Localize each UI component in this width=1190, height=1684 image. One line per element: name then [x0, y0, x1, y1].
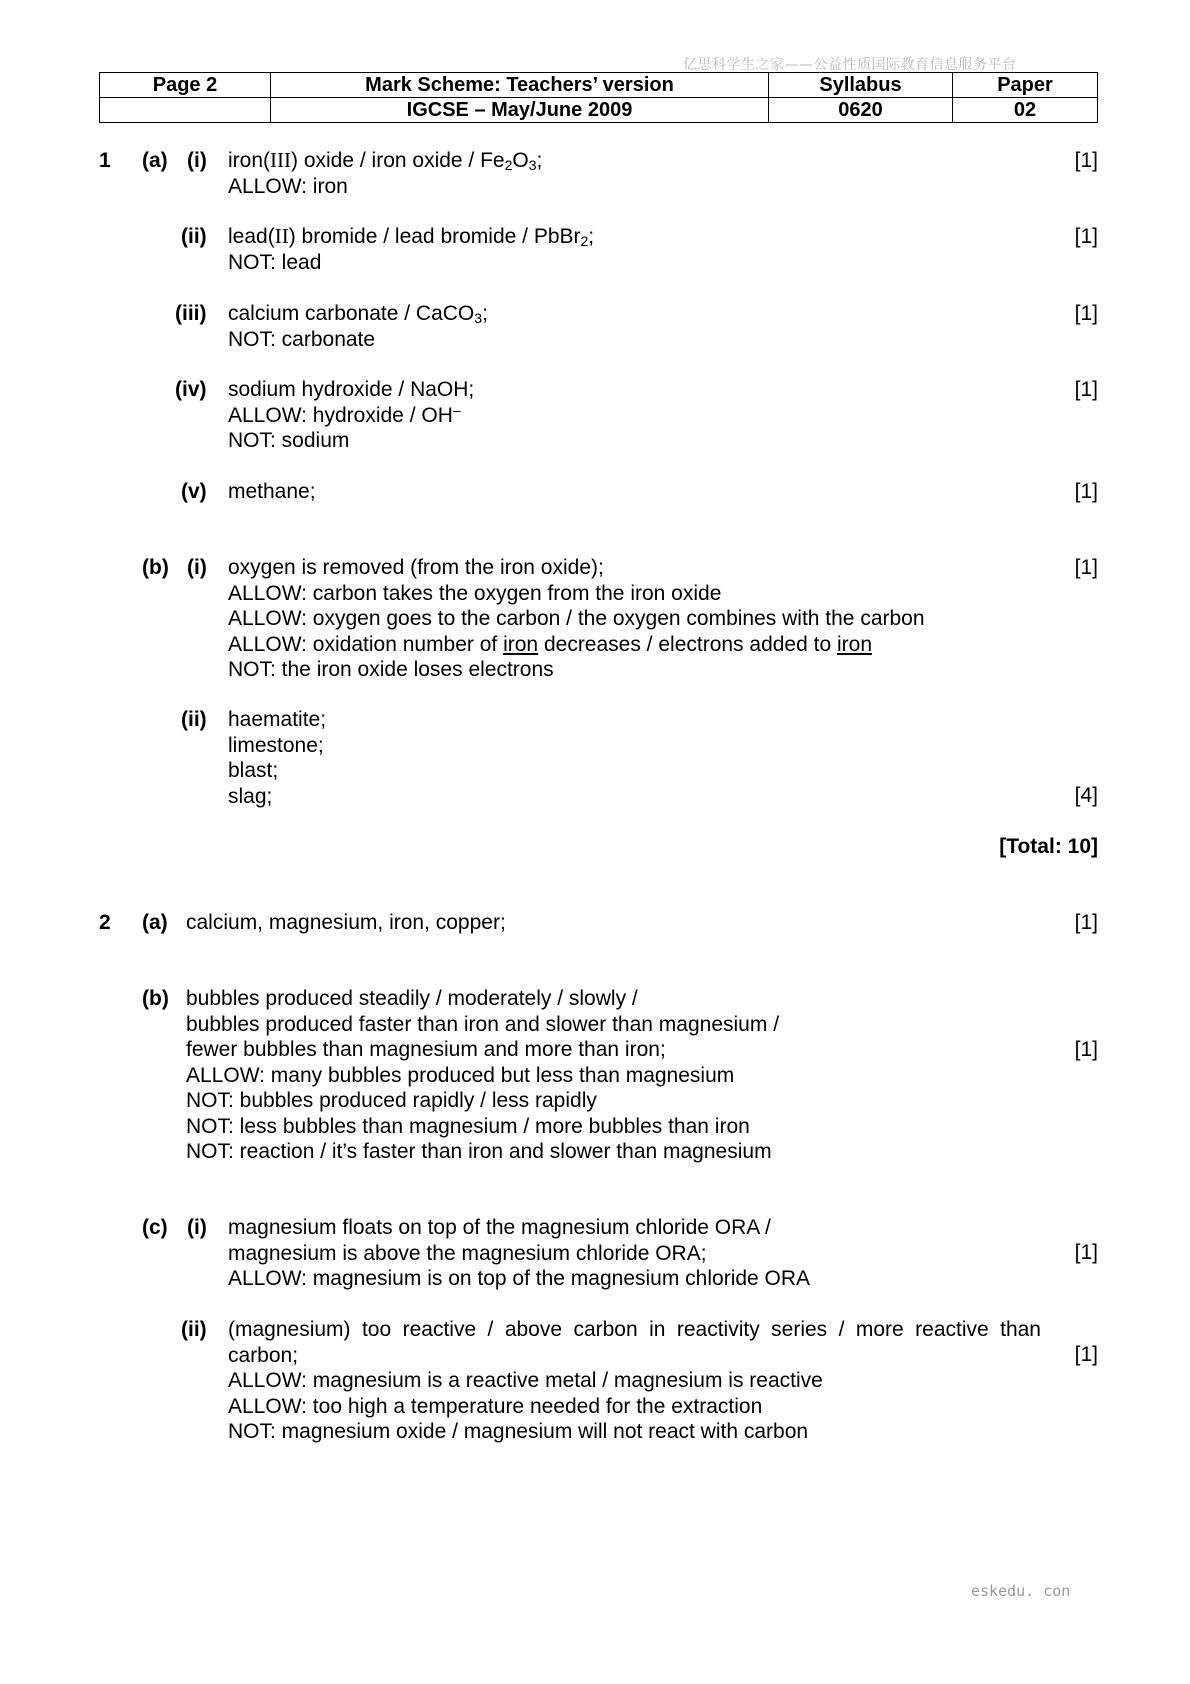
q2c-ii-answer: (magnesium) too reactive / above carbon in reactivity series / more reactive than carbon; ALLOW: magnesium is a reactive metal / magnesium is reactive ALLOW: too high a temperature needed for the extraction NOT: magnesium oxide / magnesium will not react with carbon: [228, 1318, 1041, 1443]
q2-part-a-label: (a): [142, 911, 168, 934]
q1a-ii-mark: [1]: [1074, 225, 1098, 248]
q2a-answer: calcium, magnesium, iron, copper;: [186, 911, 506, 934]
q2c-i-mark: [1]: [1074, 1241, 1098, 1264]
q2c-i-label: (i): [187, 1216, 207, 1239]
q2a-mark: [1]: [1074, 911, 1098, 934]
question-1-number: 1: [99, 149, 111, 172]
q1b-ii-mark: [4]: [1074, 784, 1098, 807]
q1a-i-answer: iron(III) oxide / iron oxide / $Fe_2O_3$; ALLOW: iron: [228, 148, 543, 198]
q1a-ii-answer: lead(II) bromide / lead bromide / PbBr$_2$; NOT: lead: [228, 224, 595, 274]
q1a-i-label: (i): [187, 149, 207, 172]
header-syllabus: 0620: [769, 98, 953, 123]
q1a-i-mark: [1]: [1074, 149, 1098, 172]
q1a-v-answer: methane;: [228, 480, 316, 503]
footer-site: eskedu. con: [971, 1582, 1071, 1600]
q1-part-b-label: (b): [142, 556, 169, 579]
q1-part-a-label: (a): [142, 149, 168, 172]
watermark: 亿思科学生之家——公益性质国际教育信息服务平台: [683, 57, 1017, 73]
q2c-i-answer: magnesium floats on top of the magnesium chloride ORA / magnesium is above the magnesium chloride ORA; ALLOW: magnesium is on top of the magnesium chloride ORA: [228, 1216, 811, 1290]
q2-part-b-label: (b): [142, 987, 169, 1010]
header-title: Mark Scheme: Teachers’ version: [271, 73, 769, 98]
q1b-i-label: (i): [187, 556, 207, 579]
header-paper: 02: [953, 98, 1098, 123]
q2-part-c-label: (c): [142, 1216, 168, 1239]
q1a-iv-mark: [1]: [1074, 378, 1098, 401]
q1b-i-mark: [1]: [1074, 556, 1098, 579]
q1a-iii-mark: [1]: [1074, 302, 1098, 325]
q1a-iii-answer: calcium carbonate / CaCO$_3$; NOT: carbonate: [228, 302, 488, 351]
question-2-number: 2: [99, 911, 111, 934]
header-syllabus-label: Syllabus: [769, 73, 953, 98]
header-paper-label: Paper: [953, 73, 1098, 98]
q2b-answer: bubbles produced steadily / moderately / slowly / bubbles produced faster than iron and slower than magnesium / fewer bubbles than magnesium and more than iron; ALLOW: many bubbles produced but less than magnesium NOT: bubbles produced rapidly / less rapidly NOT: less bubbles than magnesium / more bubbles than iron NOT: reaction / it’s faster than iron and slower than magnesium: [186, 987, 780, 1163]
q2c-ii-justified-line: (magnesium) too reactive / above carbon in reactivity series / more reactive than: [228, 1318, 1041, 1341]
q1b-i-answer: oxygen is removed (from the iron oxide); ALLOW: carbon takes the oxygen from the iron oxide ALLOW: oxygen goes to the carbon / the oxygen combines with the carbon ALLOW: oxidation number of iron decreases / electrons added to iron NOT: the iron oxide loses electrons: [228, 556, 925, 681]
q1a-iv-label: (iv): [175, 378, 207, 401]
q2c-ii-mark: [1]: [1074, 1343, 1098, 1366]
header-page: Page 2: [100, 73, 271, 98]
q1a-v-label: (v): [181, 480, 207, 503]
q2c-ii-label: (ii): [181, 1318, 207, 1341]
q1a-iii-label: (iii): [175, 302, 207, 325]
header-session: IGCSE – May/June 2009: [271, 98, 769, 123]
q1-total: [Total: 10]: [999, 835, 1098, 858]
q1a-ii-label: (ii): [181, 225, 207, 248]
q1a-iv-answer: sodium hydroxide / NaOH; ALLOW: hydroxide / OH– NOT: sodium: [228, 378, 475, 452]
q2b-mark: [1]: [1074, 1038, 1098, 1061]
q1b-ii-answer: haematite; limestone; blast; slag;: [228, 708, 327, 808]
q1a-v-mark: [1]: [1074, 480, 1098, 503]
q1b-ii-label: (ii): [181, 708, 207, 731]
